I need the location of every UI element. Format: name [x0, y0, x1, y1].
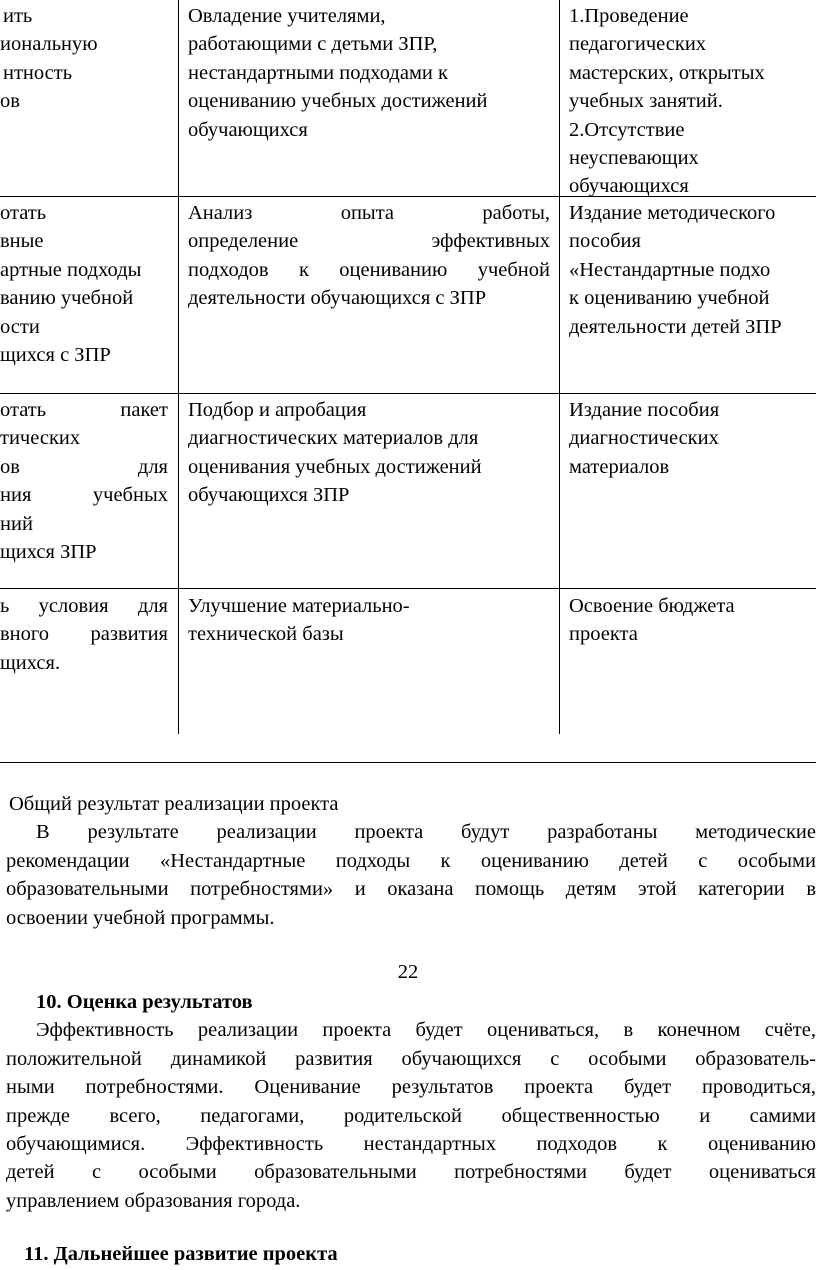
paragraph-line: прежде всего, педагогами, родительской общественностью и самими — [6, 1104, 816, 1127]
cell-line: Подбор и апробация — [188, 399, 367, 421]
paragraph-line: детей с особыми образовательными потребностями будет оцениваться — [6, 1161, 816, 1184]
cell-line: Издание пособия — [569, 399, 720, 421]
page-number: 22 — [397, 961, 419, 983]
paragraph-line: обучающимися. Эффективность нестандартных подходов к оцениванию — [6, 1133, 816, 1156]
table-cell — [569, 592, 816, 649]
cell-line: обучающихся — [569, 175, 689, 198]
page-break-rule — [0, 762, 816, 763]
cell-line: подходов к оцениванию учебной — [188, 258, 550, 281]
cell-line: вные — [0, 230, 44, 253]
cell-line: оценивания учебных достижений — [188, 455, 482, 478]
cell-line: Анализ опыта работы, — [188, 202, 550, 224]
cell-line: диагностических — [569, 427, 719, 450]
cell-line: нестандартными подходами к — [188, 61, 448, 84]
cell-line: ов для — [0, 455, 168, 478]
cell-line: деятельности детей ЗПР — [569, 315, 782, 338]
cell-line: ить — [3, 5, 33, 27]
cell-line: Освоение бюджета — [569, 595, 735, 617]
table-cell — [569, 199, 816, 341]
table-cell — [569, 396, 816, 481]
table-cell — [0, 396, 168, 566]
cell-line: ь условия для — [0, 595, 168, 617]
result-section — [6, 790, 816, 932]
cell-line: щихся ЗПР — [0, 541, 97, 564]
cell-line: ов — [0, 90, 20, 113]
cell-line: материалов — [569, 455, 670, 478]
cell-line: ванию учебной — [0, 287, 134, 310]
cell-line: Издание методического — [569, 202, 776, 224]
table-cell — [188, 396, 550, 510]
cell-line: технической базы — [188, 623, 344, 646]
cell-line: диагностических материалов для — [188, 427, 479, 450]
table-cell — [0, 199, 168, 369]
cell-line: отать пакет — [0, 399, 168, 421]
table-cell — [0, 2, 168, 116]
section-title: 11. Дальнейшее развитие проекта — [24, 1243, 338, 1265]
table-cell — [569, 2, 816, 201]
cell-line: работающими с детьми ЗПР, — [188, 33, 438, 56]
cell-line: вного развития — [0, 623, 168, 646]
cell-line: 2.Отсутствие — [569, 118, 685, 141]
table-cell — [188, 2, 550, 144]
paragraph-line: управлением образования города. — [6, 1189, 301, 1212]
cell-line: деятельности обучающихся с ЗПР — [188, 287, 487, 310]
cell-line: мастерских, открытых — [569, 61, 765, 84]
cell-line: 1.Проведение — [569, 5, 689, 27]
cell-line: учебных занятий. — [569, 90, 723, 113]
section-10 — [6, 988, 816, 1215]
cell-line: Овладение учителями, — [188, 5, 386, 27]
cell-line: нтность — [3, 61, 73, 84]
section-11 — [6, 1240, 816, 1268]
paragraph-line: В результате реализации проекта будут разработаны методические — [36, 821, 816, 844]
cell-line: щихся с ЗПР — [0, 344, 111, 367]
cell-line: педагогических — [569, 33, 707, 56]
result-heading: Общий результат реализации проекта — [9, 793, 339, 815]
table-row-divider — [0, 588, 816, 589]
cell-line: отать — [0, 202, 47, 224]
cell-line: неуспевающих — [569, 147, 699, 170]
cell-line: Улучшение материально- — [188, 595, 410, 617]
paragraph-line: освоении учебной программы. — [6, 906, 275, 929]
table-column-divider — [178, 0, 179, 734]
cell-line: «Нестандартные подхо — [569, 258, 771, 281]
table-cell — [188, 199, 550, 313]
cell-line: ний — [0, 512, 33, 535]
paragraph-line: положительной динамикой развития обучающихся с особыми образователь- — [6, 1047, 816, 1070]
section-title: 10. Оценка результатов — [36, 991, 253, 1013]
paragraph-line: Эффективность реализации проекта будет оцениваться, в конечном счёте, — [36, 1019, 816, 1042]
cell-line: проекта — [569, 623, 638, 646]
paragraph-line: ными потребностями. Оценивание результатов проекта будет проводиться, — [6, 1076, 816, 1099]
cell-line: к оцениванию учебной — [569, 287, 770, 310]
paragraph-line: рекомендации «Нестандартные подходы к оцениванию детей с особыми — [6, 849, 816, 872]
cell-line: артные подходы — [0, 258, 142, 281]
cell-line: пособия — [569, 230, 641, 253]
cell-line: обучающихся — [188, 118, 308, 141]
cell-line: тических — [0, 427, 81, 450]
cell-line: иональную — [0, 33, 98, 56]
cell-line: обучающихся ЗПР — [188, 484, 350, 507]
cell-line: ния учебных — [0, 484, 168, 507]
cell-line: определение эффективных — [188, 230, 550, 253]
cell-line: щихся. — [0, 651, 61, 674]
table-column-divider — [559, 0, 560, 734]
cell-line: ости — [0, 315, 40, 338]
table-cell — [0, 592, 168, 677]
table-row-divider — [0, 393, 816, 394]
cell-line: оцениванию учебных достижений — [188, 90, 488, 113]
table-cell — [188, 592, 550, 649]
paragraph-line: образовательными потребностями» и оказана помощь детям этой категории в — [6, 878, 816, 901]
